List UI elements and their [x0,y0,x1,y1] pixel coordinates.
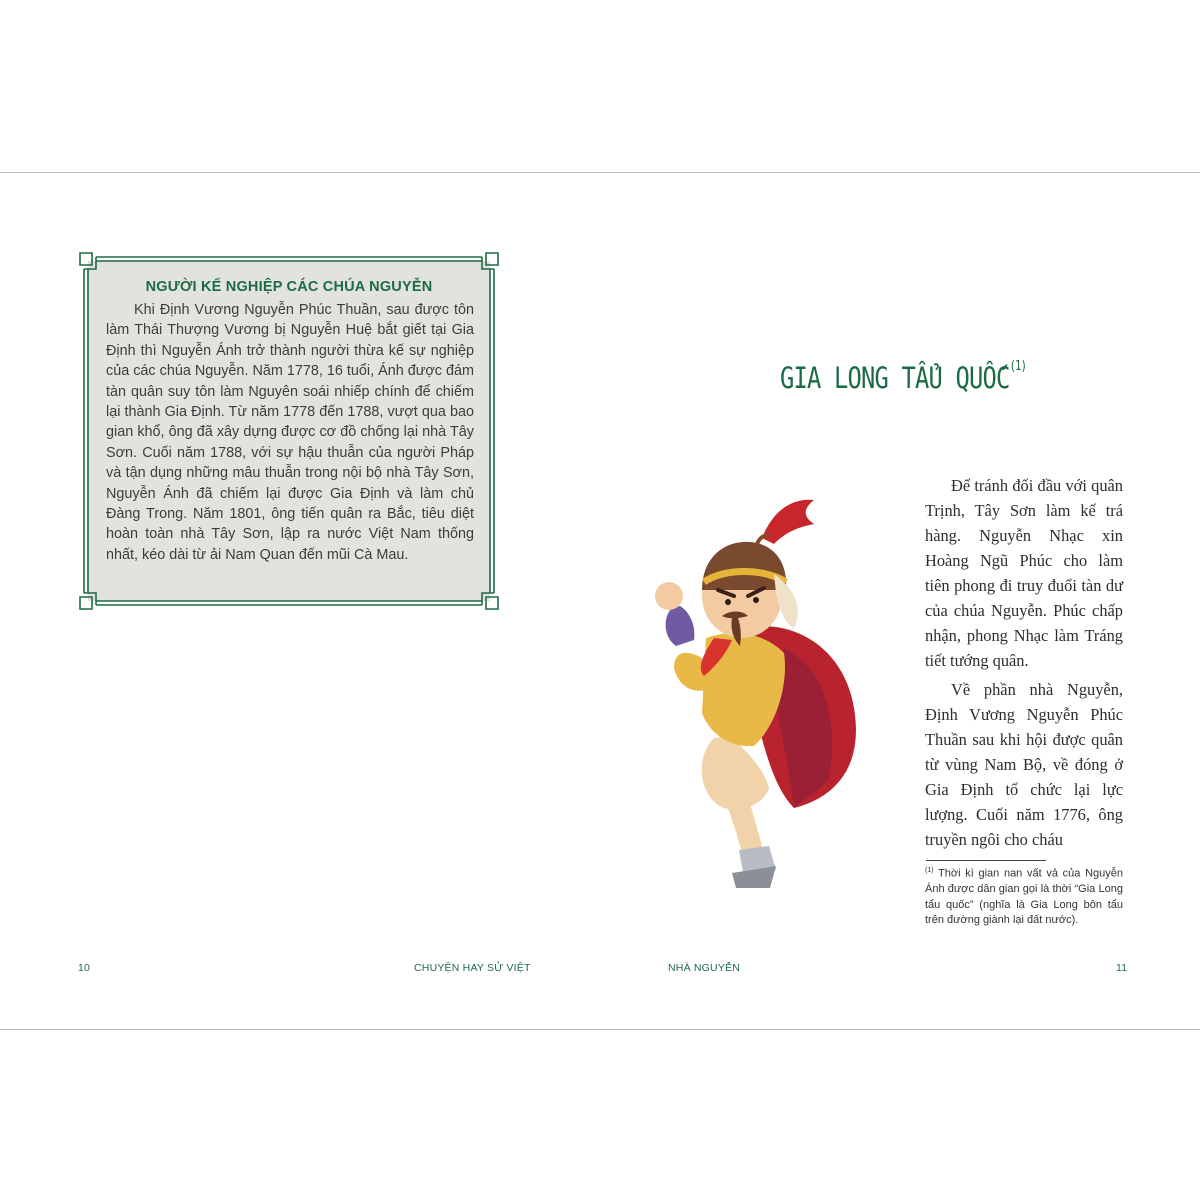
info-box [78,251,500,611]
footnote-mark: (1) [925,867,934,874]
body-text [925,473,1123,856]
footnote-rule [926,860,1046,861]
page-number-left: 10 [78,962,91,974]
left-page [0,173,600,1029]
chapter-title-text: GIA LONG TẨU QUỐC [780,361,1010,395]
box-title: NGƯỜI KẾ NGHIỆP CÁC CHÚA NGUYỄN [145,279,433,295]
footnote [925,863,1123,929]
warrior-illustration-icon [644,478,884,898]
paragraph-2: Về phần nhà Nguyễn, Định Vương Nguyễn Phúc Thuần sau khi hội được quân từ vùng Nam Bộ, về đóng ở Gia Định tổ chức lại lực lượng. Cuối năm 1776, ông truyền ngôi cho cháu [925,680,1123,849]
book-spread [0,172,1200,1030]
running-title-left: CHUYỆN HAY SỬ VIỆT [414,962,531,974]
page-number-right: 11 [1116,962,1128,974]
right-page [600,173,1200,1029]
paragraph-1: Để tránh đối đầu với quân Trịnh, Tây Sơn làm kế trá hàng. Nguyễn Nhạc xin Hoàng Ngũ Phúc cho làm tiên phong đi truy đuổi tàn dư của chúa Nguyễn. Phúc chấp nhận, phong Nhạc làm Tráng tiết tướng quân. [925,476,1123,670]
title-footnote-mark: (1) [1009,359,1027,374]
running-title-right: NHÀ NGUYỄN [668,962,741,974]
box-body-text: Khi Định Vương Nguyễn Phúc Thuần, sau được tôn làm Thái Thượng Vương bị Nguyễn Huệ bắt giết tại Gia Định thì Nguyễn Ánh trở thành người thừa kế sự nghiệp của các chúa Nguyễn. Năm 1778, 16 tuổi, Ánh được đám tàn quân suy tôn làm Nguyên soái nhiếp chính để chiếm lại thành Gia Định. Từ năm 1778 đến 1788, vượt qua bao gian khổ, ông đã xây dựng được cơ đồ chống lại nhà Tây Sơn. Cuối năm 1788, với sự hậu thuẫn của người Pháp và tận dụng những mâu thuẫn trong nội bộ nhà Tây Sơn, Nguyễn Ánh đã chiếm lại được Gia Định và làm chủ Đàng Trong. Năm 1801, ông tiến quân ra Bắc, tiêu diệt hoàn toàn nhà Tây Sơn, lập ra nước Việt Nam thống nhất, kéo dài từ ải Nam Quan đến mũi Cà Mau. [106,302,474,563]
footnote-text: Thời kì gian nan vất vả của Nguyễn Ánh được dân gian gọi là thời “Gia Long tẩu quốc” (nghĩa là Gia Long bôn tẩu trên đường giành lại đất nước). [925,867,1123,927]
chapter-title [780,361,1026,395]
